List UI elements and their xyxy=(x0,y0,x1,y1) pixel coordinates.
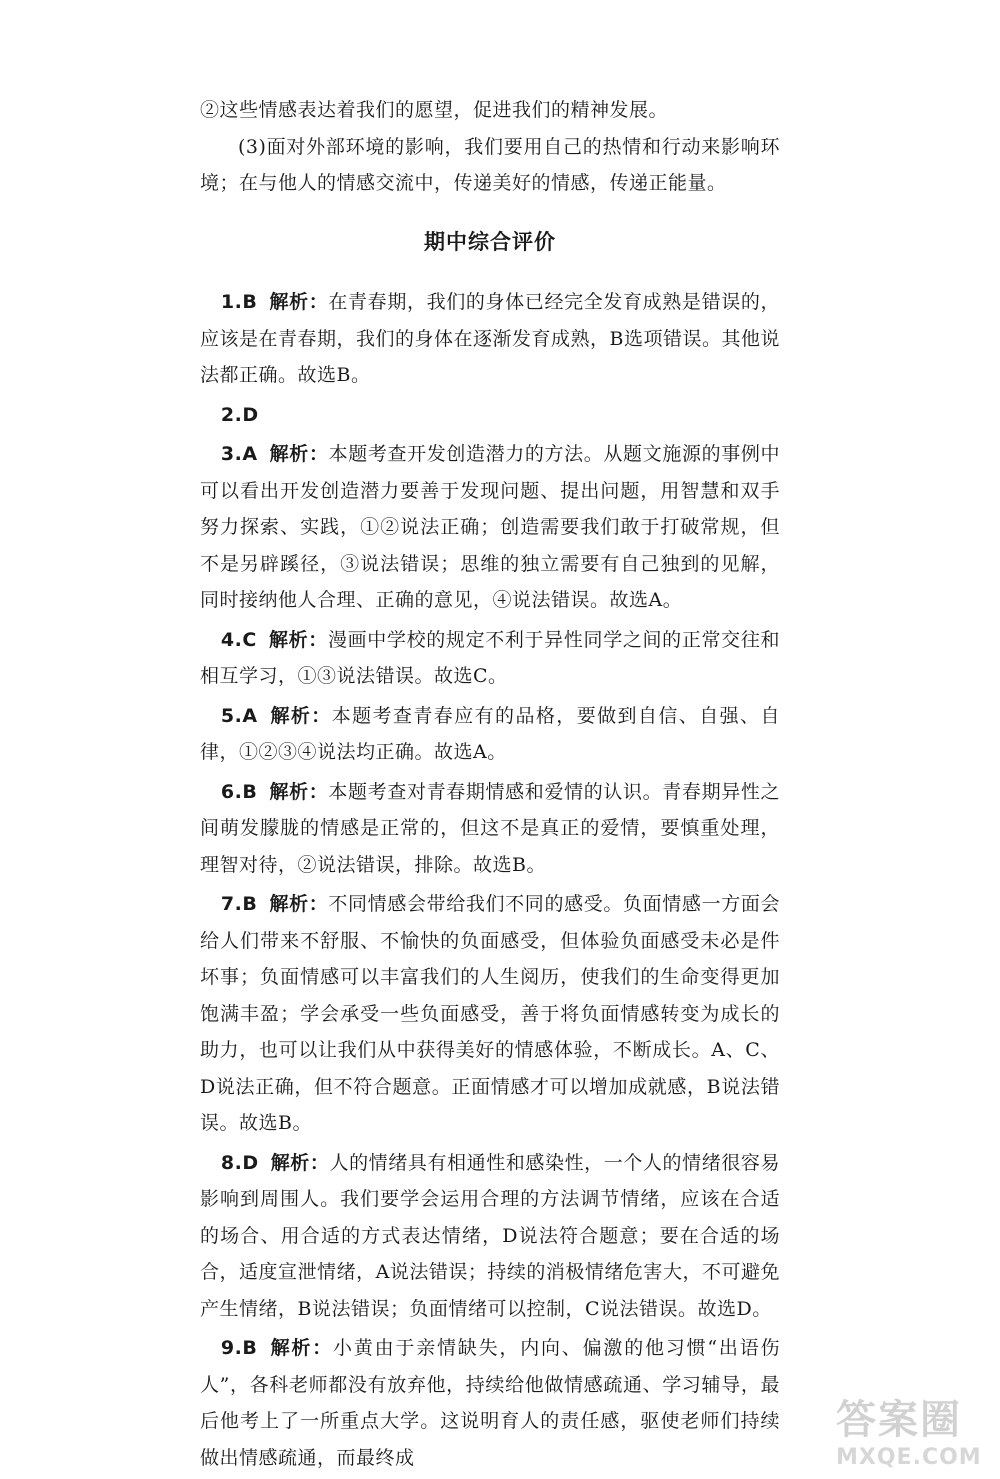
answer-item xyxy=(200,886,780,1142)
analysis-text: 在青春期，我们的身体已经完全发育成熟是错误的，应该是在青春期，我们的身体在逐渐发育成熟，B选项错误。其他说法都正确。故选B。 xyxy=(200,291,780,386)
intro-line-2: (3)面对外部环境的影响，我们要用自己的热情和行动来影响环境；在与他人的情感交流中，传递美好的情感，传递正能量。 xyxy=(200,135,780,194)
analysis-text: 本题考查青春应有的品格，要做到自信、自强、自律，①②③④说法均正确。故选A。 xyxy=(200,704,780,763)
watermark-logo xyxy=(836,1388,986,1470)
analysis-label: 解析： xyxy=(269,893,329,915)
answer-number: 7.B xyxy=(220,893,258,915)
watermark-glyphs: 答案圈 xyxy=(836,1397,962,1443)
watermark-url: MXQE.COM xyxy=(836,1445,982,1470)
answer-item xyxy=(200,1330,780,1476)
answer-item xyxy=(200,622,780,695)
answer-number: 1.B xyxy=(220,291,258,313)
answer-item xyxy=(200,698,780,771)
analysis-label: 解析： xyxy=(269,443,329,465)
intro-line-1: ②这些情感表达着我们的愿望，促进我们的精神发展。 xyxy=(200,99,669,121)
analysis-text: 漫画中学校的规定不利于异性同学之间的正常交往和相互学习，①③说法错误。故选C。 xyxy=(200,628,780,687)
answer-number: 2.D xyxy=(220,403,259,426)
analysis-text: 人的情绪具有相通性和感染性，一个人的情绪很容易影响到周围人。我们要学会运用合理的方法调节情绪，应该在合适的场合、用合适的方式表达情绪，D说法符合题意；要在合适的场合，适度宣泄情绪，A说法错误；持续的消极情绪危害大，不可避免产生情绪，B说法错误；负面情绪可以控制，C说法错误。故选D。 xyxy=(200,1151,780,1320)
answer-number: 8.D xyxy=(220,1151,259,1174)
analysis-label: 解析： xyxy=(269,291,329,313)
analysis-label: 解析： xyxy=(269,1337,334,1359)
section-title: 期中综合评价 xyxy=(424,229,556,254)
analysis-label: 解析： xyxy=(269,780,329,803)
analysis-label: 解析： xyxy=(270,1151,330,1174)
analysis-text: 不同情感会带给我们不同的感受。负面情感一方面会给人们带来不舒服、不愉快的负面感受，但体验负面感受未必是件坏事；负面情感可以丰富我们的人生阅历，使我们的生命变得更加饱满丰盈；学会承受一些负面感受，善于将负面情感转变为成长的助力，也可以让我们从中获得美好的情感体验，不断成长。A、C、D说法正确，但不符合题意。正面情感才可以增加成就感，B说法错误。故选B。 xyxy=(200,893,780,1134)
answer-number: 9.B xyxy=(220,1337,258,1359)
answer-number: 3.A xyxy=(220,443,258,465)
analysis-text: 本题考查开发创造潜力的方法。从题文施源的事例中可以看出开发创造潜力要善于发现问题、提出问题，用智慧和双手努力探索、实践，①②说法正确；创造需要我们敢于打破常规，但不是另辟蹊径，③说法错误；思维的独立需要有自己独到的见解，同时接纳他人合理、正确的意见，④说法错误。故选A。 xyxy=(200,443,780,611)
answer-number: 4.C xyxy=(220,628,257,651)
answer-item xyxy=(200,397,780,434)
answer-number: 5.A xyxy=(220,704,258,727)
answer-number: 6.B xyxy=(220,780,258,803)
answer-list xyxy=(200,284,780,1476)
answer-item xyxy=(200,284,780,394)
answer-item xyxy=(200,1145,780,1328)
analysis-label: 解析： xyxy=(268,628,328,651)
page-content xyxy=(200,92,780,1479)
analysis-text: 本题考查对青春期情感和爱情的认识。青春期异性之间萌发朦胧的情感是正常的，但这不是真正的爱情，要慎重处理，理智对待，②说法错误，排除。故选B。 xyxy=(200,780,780,876)
answer-item xyxy=(200,436,780,619)
answer-item xyxy=(200,774,780,884)
analysis-label: 解析： xyxy=(269,704,332,727)
analysis-text: 小黄由于亲情缺失，内向、偏激的他习惯“出语伤人”，各科老师都没有放弃他，持续给他做情感疏通、学习辅导，最后他考上了一所重点大学。这说明育人的责任感，驱使老师们持续做出情感疏通，而最终成 xyxy=(200,1337,780,1469)
